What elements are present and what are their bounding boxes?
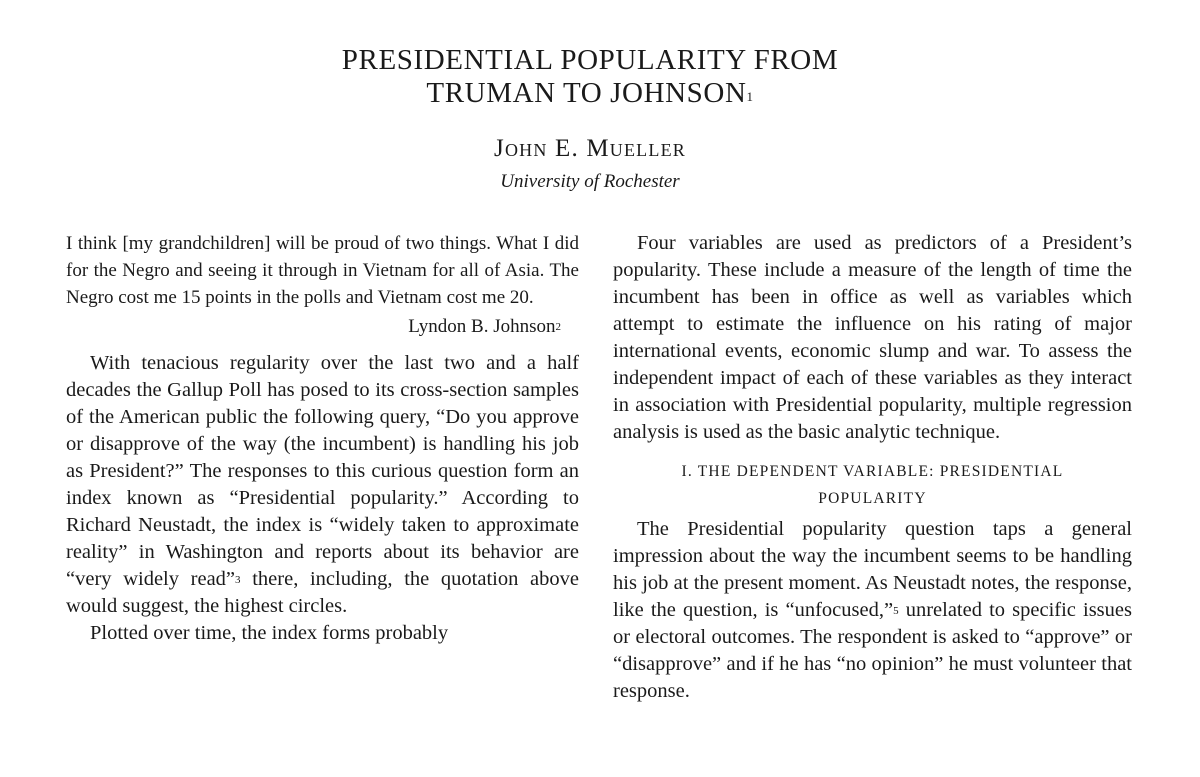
section-heading <box>613 458 1132 512</box>
title-footnote-mark: 1 <box>746 89 754 104</box>
author-name: John E. Mueller <box>494 135 686 162</box>
body-paragraph-intro: Four variables are used as predictors of a President’s popularity. These include a measure of the length of time the incumbent has been in office as well as variables which attempt to estimate the influence on his rating of major international events, economic slump and war. To assess the independent impact of each of these variables as they interact in association with Presidential popularity, multiple regression analysis is used as the basic analytic technique. <box>613 232 1132 443</box>
title-line-1: PRESIDENTIAL POPULARITY FROM <box>341 44 839 76</box>
section-1-text-b: unrelated to specific issues or electoral outcomes. The respondent is asked to “approve” or “disapprove” and if he has “no opinion” he must volunteer that response. <box>613 599 1132 702</box>
body-paragraph-1 <box>66 350 579 620</box>
paper-title <box>0 44 1180 110</box>
epigraph-attribution-name: Lyndon B. Johnson <box>408 316 556 337</box>
epigraph-quote: I think [my grandchildren] will be proud of two things. What I did for the Negro and seeing it through in Vietnam for all of Asia. The Negro cost me 15 points in the polls and Vietnam cost me 20. <box>66 233 579 308</box>
section-1-text-a: The Presidential popularity question taps a general impression about the way the incumbent seems to be handling his job at the present moment. As Neustadt notes, the response, like the question, is “unfocused,” <box>613 518 1132 621</box>
right-column <box>613 230 1132 705</box>
body-paragraph-2: Plotted over time, the index forms probably <box>90 622 449 644</box>
body-paragraph-section-1 <box>613 516 1132 705</box>
left-column <box>66 230 579 647</box>
section-heading-line-2: POPULARITY <box>818 490 927 507</box>
title-line-2 <box>0 77 1180 110</box>
body-paragraph-1-text-b: there, including, the quotation above would suggest, the highest circles. <box>66 568 579 617</box>
section-heading-line-1: I. THE DEPENDENT VARIABLE: PRESIDENTIAL <box>681 463 1064 480</box>
body-paragraph-1-text-a: With tenacious regularity over the last two and a half decades the Gallup Poll has posed to its cross-section samples of the American public the following query, “Do you approve or disapprove of the way (the incumbent) is handling his job as President?” The responses to this curious question form an index known as “Presidential popularity.” According to Richard Neustadt, the index is “widely taken to approximate reality” in Washington and reports about its behavior are “very widely read” <box>66 352 579 590</box>
title-line-2-text: TRUMAN TO JOHNSON <box>426 77 747 109</box>
footnote-mark-5: 5 <box>893 605 899 617</box>
author-affiliation: University of Rochester <box>500 171 680 192</box>
epigraph-footnote-mark: 2 <box>555 321 561 333</box>
footnote-mark-3: 3 <box>235 574 241 586</box>
epigraph-attribution <box>66 313 579 340</box>
